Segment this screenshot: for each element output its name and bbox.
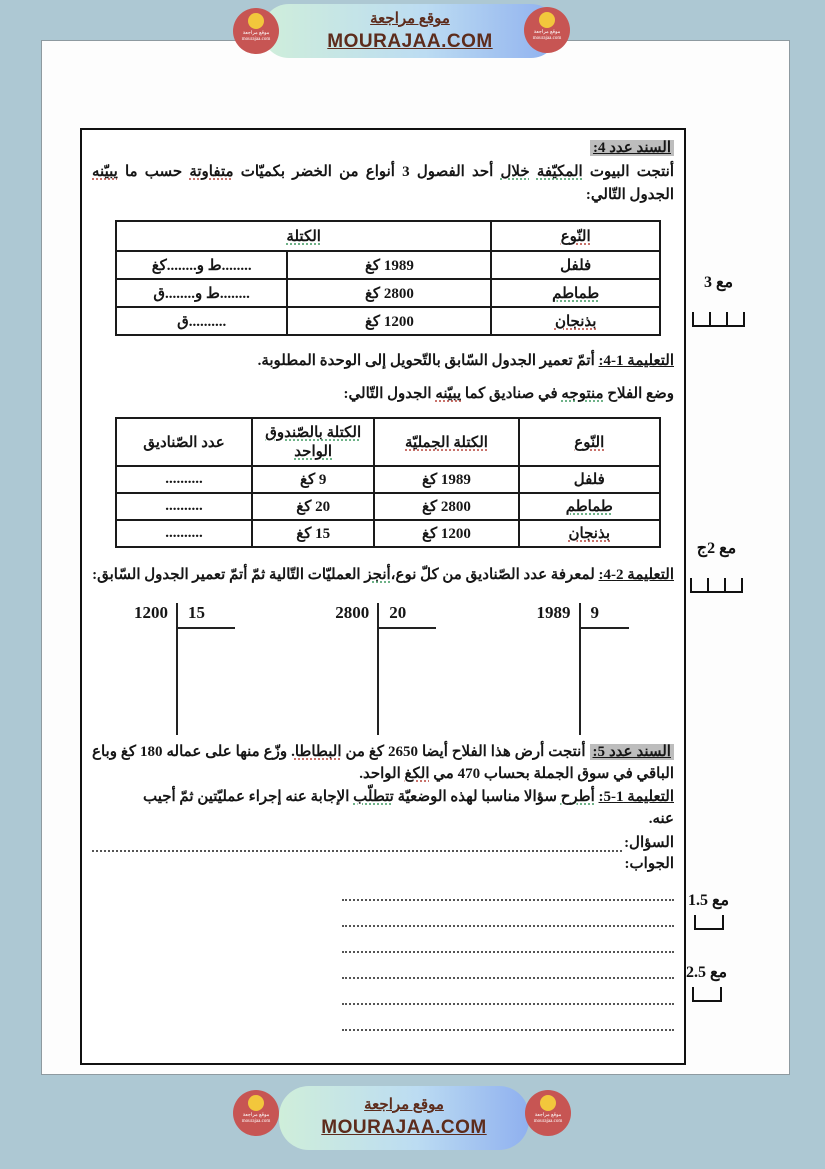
cell-total-mass: 1200 كغ (374, 520, 518, 547)
long-division[interactable] (134, 603, 235, 735)
cell-type: بذنجان (519, 520, 660, 547)
table-row (116, 251, 660, 279)
dividend: 1989 (536, 602, 571, 622)
instruction-5-1: التعليمة 1-5: أطرح سؤالا مناسبا لهذه الوضعيّة تتطلّب الإجابة عنه إجراء عمليّتين ثمّ أجيب (142, 788, 674, 805)
score-cell (694, 915, 724, 930)
cell-type: بذنجان (491, 307, 660, 335)
answer-dotted-line[interactable] (342, 953, 674, 979)
divisor: 20 (379, 603, 436, 629)
blank-conversion-cell[interactable]: ........ط و........كغ (116, 251, 287, 279)
cell-total-mass: 1989 كغ (374, 466, 518, 493)
score-mark (690, 538, 743, 593)
site-logo[interactable] (524, 7, 570, 53)
logo-sun-icon (540, 1095, 556, 1111)
score-bracket (690, 578, 743, 593)
logo-text-ar: موقع مراجعة (533, 30, 561, 35)
site-logo[interactable] (233, 8, 279, 54)
header-cell-total-mass: الكتلة الجمليّة (374, 418, 518, 466)
answer-dotted-line[interactable] (342, 901, 674, 927)
score-cell (726, 312, 745, 327)
cell-mass-per-box: 9 كغ (252, 466, 374, 493)
score-bracket (692, 312, 745, 327)
division-bracket (579, 603, 630, 735)
question-line (92, 833, 674, 852)
instruction-5-1-tail: عنه. (648, 811, 674, 827)
long-division[interactable] (335, 603, 436, 735)
long-division-area (92, 603, 674, 735)
boxes-table (115, 417, 661, 548)
blank-count-cell[interactable]: .......... (116, 493, 252, 520)
blank-count-cell[interactable]: .......... (116, 466, 252, 493)
logo-sun-icon (248, 13, 264, 29)
site-banner-top (262, 4, 558, 58)
header-cell-mass: الكتلة (116, 221, 491, 251)
dividend: 2800 (335, 602, 370, 622)
instruction-4-1-label: التعليمة 1-4: (598, 353, 674, 369)
mass-table (115, 220, 661, 336)
long-division[interactable] (537, 603, 630, 735)
logo-text-ar: موقع مراجعة (242, 31, 270, 36)
site-name-arabic[interactable]: موقع مراجعة (370, 11, 450, 27)
site-logo[interactable] (525, 1090, 571, 1136)
cell-mass-per-box: 20 كغ (252, 493, 374, 520)
exercise4-intro: أنتجت البيوت المكيّفة خلال أحد الفصول 3 أنواع من الخضر بكميّات متفاوتة حسب ما يبيّنه الجدول التّالي: (92, 164, 674, 203)
instruction-4-2-label: التعليمة 2-4: (598, 567, 674, 583)
division-bracket (176, 603, 235, 735)
site-url[interactable]: MOURAJAA.COM (321, 1117, 487, 1138)
cell-mass: 2800 كغ (287, 279, 491, 307)
header-cell-type: النّوع (519, 418, 660, 466)
header-cell-type: النّوع (491, 221, 660, 251)
boxes-line: وضع الفلاح منتوجه في صناديق كما يبيّنه الجدول التّالي: (343, 385, 674, 402)
cell-mass: 1200 كغ (287, 307, 491, 335)
worksheet-frame (80, 128, 686, 1065)
site-logo[interactable] (233, 1090, 279, 1136)
answer-dotted-line[interactable] (342, 1005, 674, 1031)
logo-text-ar: موقع مراجعة (242, 1113, 270, 1118)
logo-text-ar: موقع مراجعة (534, 1113, 562, 1118)
dividend: 1200 (134, 602, 168, 622)
logo-text-url: mourajaa.com (533, 1119, 563, 1124)
cell-mass: 1989 كغ (287, 251, 491, 279)
blank-conversion-cell[interactable]: ..........ق (116, 307, 287, 335)
answer-label: الجواب: (624, 855, 674, 872)
score-mark (692, 272, 745, 327)
table-row (116, 466, 660, 493)
table-header-row (116, 221, 660, 251)
logo-text-url: mourajaa.com (241, 37, 271, 42)
question-label: السؤال: (624, 834, 674, 851)
table-row (116, 493, 660, 520)
logo-sun-icon (539, 12, 555, 28)
cell-type: فلفل (519, 466, 660, 493)
divisor: 9 (581, 603, 630, 629)
logo-text-url: mourajaa.com (532, 36, 562, 41)
blank-count-cell[interactable]: .......... (116, 520, 252, 547)
instruction-5-1-label: التعليمة 1-5: (598, 788, 674, 805)
score-bracket (692, 987, 722, 1002)
logo-text-url: mourajaa.com (241, 1119, 271, 1124)
table-row (116, 307, 660, 335)
cell-type: فلفل (491, 251, 660, 279)
answer-dotted-line[interactable] (342, 979, 674, 1005)
answer-lines (342, 875, 674, 1031)
score-bracket (694, 915, 724, 930)
cell-mass-per-box: 15 كغ (252, 520, 374, 547)
header-cell-mass-per-box: الكتلة بالصّندوق الواحد (252, 418, 374, 466)
table-row (116, 279, 660, 307)
cell-type: طماطم (519, 493, 660, 520)
score-cell (692, 987, 722, 1002)
site-url[interactable]: MOURAJAA.COM (327, 31, 493, 52)
answer-dotted-line[interactable] (342, 875, 674, 901)
exercise5-intro: السند عدد 5: أنتجت أرض هذا الفلاح أيضا 2650 كغ من البطاطا. وزّع منها على عماله 180 كغ وباع الباقي في سوق الجملة بحساب 470 مي الكغ الواحد. (92, 743, 674, 782)
question-dotted-blank[interactable] (92, 835, 622, 852)
site-name-arabic[interactable]: موقع مراجعة (364, 1097, 444, 1113)
score-mark-label: مع 2ج (696, 540, 737, 557)
site-banner-bottom (279, 1086, 529, 1150)
score-mark (688, 890, 729, 930)
score-mark-label: مع 1.5 (688, 892, 730, 909)
score-mark (686, 962, 727, 1002)
logo-sun-icon (248, 1095, 264, 1111)
answer-dotted-line[interactable] (342, 927, 674, 953)
table-row (116, 520, 660, 547)
exercise5-title: السند عدد 5: (590, 744, 674, 760)
blank-conversion-cell[interactable]: ........ط و........ق (116, 279, 287, 307)
cell-type: طماطم (491, 279, 660, 307)
header-cell-box-count: عدد الصّناديق (116, 418, 252, 466)
score-mark-label: مع 2.5 (686, 964, 728, 981)
instruction-4-1: التعليمة 1-4: أتمّ تعمير الجدول السّابق بالتّحويل إلى الوحدة المطلوبة. (257, 353, 674, 369)
divisor: 15 (178, 603, 235, 629)
exercise4-title: السند عدد 4: (590, 140, 674, 156)
score-cell (724, 578, 743, 593)
table-header-row (116, 418, 660, 466)
score-mark-label: مع 3 (703, 274, 734, 291)
division-bracket (377, 603, 436, 735)
cell-total-mass: 2800 كغ (374, 493, 518, 520)
instruction-4-2: التعليمة 2-4: لمعرفة عدد الصّناديق من كلّ نوع،أنجز العمليّات التّالية ثمّ أتمّ تعمير الجدول السّابق: (92, 567, 674, 583)
